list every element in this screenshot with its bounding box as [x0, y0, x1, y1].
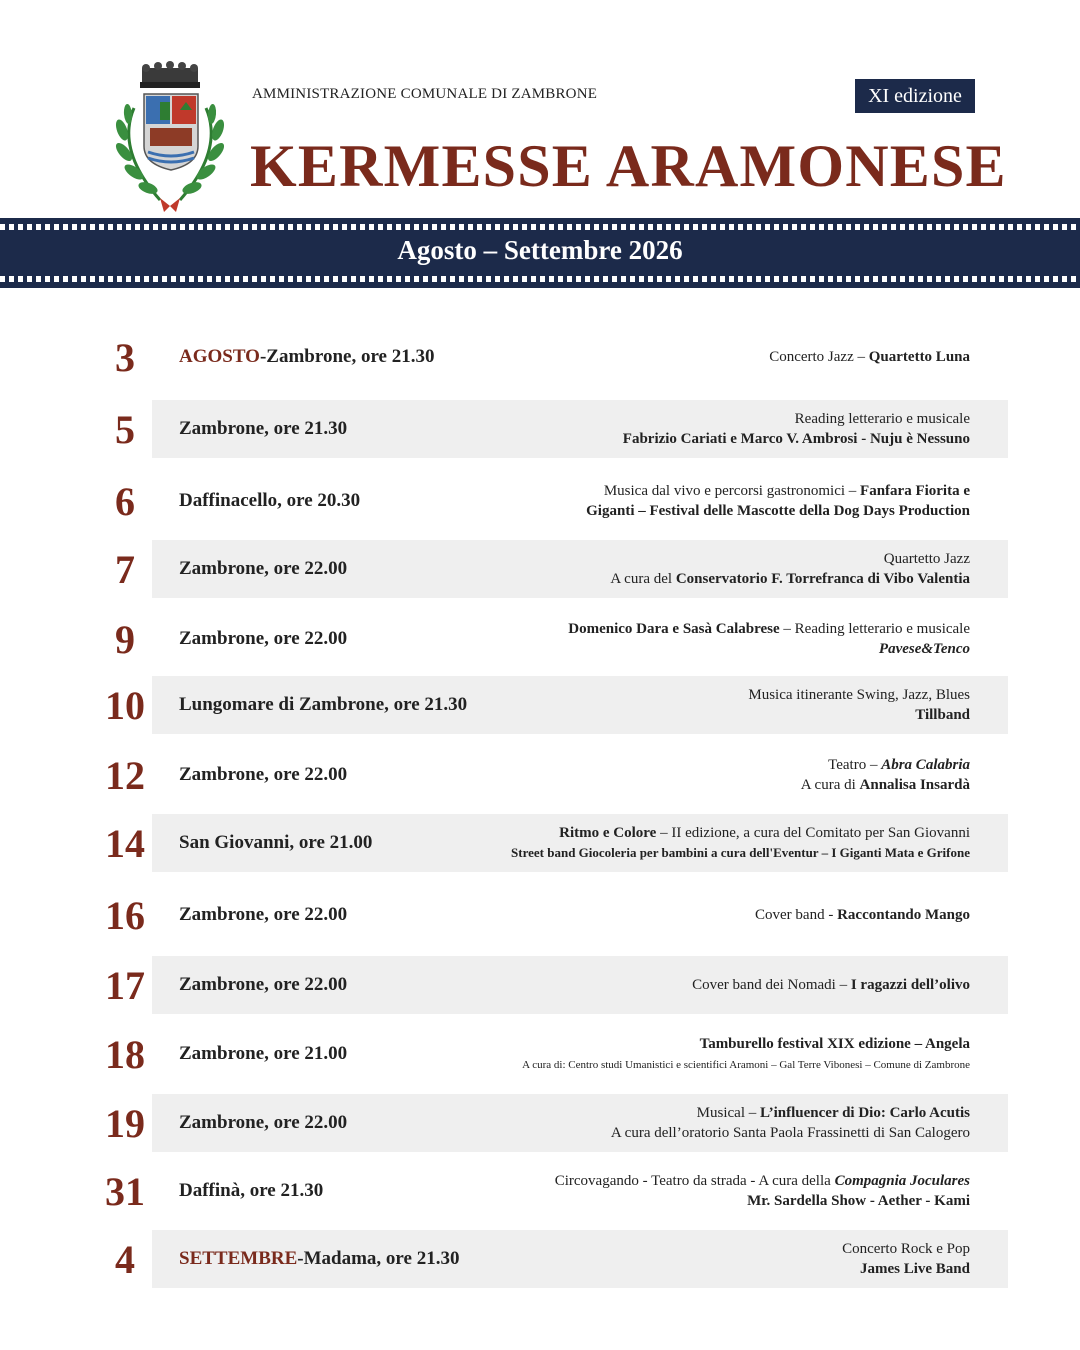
event-row — [0, 814, 1080, 872]
event-description — [511, 814, 970, 872]
description-line-1 — [748, 685, 970, 705]
description-text: A cura dell’oratorio Santa Paola Frassinetti di San Calogero — [610, 1125, 970, 1141]
description-bold: Giganti – Festival delle Mascotte della Dog Days Production — [586, 503, 970, 519]
event-place: Zambrone, ore 21.00 — [179, 1043, 348, 1064]
event-location-time — [179, 328, 434, 386]
description-bold: Tamburello festival XIX edizione – Angela — [699, 1035, 970, 1052]
event-description — [692, 956, 970, 1014]
description-line-1 — [769, 347, 970, 367]
description-line-1 — [795, 409, 970, 429]
event-place: Zambrone, ore 22.00 — [179, 764, 348, 785]
description-text: Concerto Rock e Pop — [842, 1241, 970, 1257]
municipal-crest-logo — [104, 60, 236, 214]
event-place: Zambrone, ore 22.00 — [179, 628, 348, 649]
description-line-2 — [610, 569, 970, 589]
description-text: Musical – — [696, 1105, 760, 1121]
event-day: 16 — [105, 892, 145, 938]
event-description — [610, 540, 970, 598]
event-place: Lungomare di Zambrone, ore 21.30 — [179, 694, 468, 715]
description-bold: Mr. Sardella Show - Aether - Kami — [747, 1193, 970, 1209]
event-day: 10 — [105, 682, 145, 728]
description-line-1 — [604, 481, 970, 501]
event-day: 18 — [105, 1031, 145, 1077]
event-place: Daffinacello, ore 20.30 — [179, 490, 361, 511]
description-line-2 — [623, 429, 970, 449]
event-row — [0, 956, 1080, 1014]
description-line-1 — [568, 619, 970, 639]
event-day: 12 — [105, 752, 145, 798]
event-location-time — [179, 1162, 323, 1220]
description-line-2 — [860, 1259, 970, 1279]
event-location-time — [179, 1094, 347, 1152]
event-day: 17 — [105, 962, 145, 1008]
description-text: Cover band dei Nomadi – — [692, 977, 851, 993]
event-location-time — [179, 676, 467, 734]
event-description — [568, 608, 970, 670]
description-bold: Conservatorio F. Torrefranca di Vibo Valentia — [675, 571, 970, 587]
event-day: 7 — [115, 546, 135, 592]
description-bold: Fabrizio Cariati e Marco V. Ambrosi - Nuju è Nessuno — [622, 431, 970, 447]
description-bold: James Live Band — [859, 1261, 970, 1277]
description-line-2 — [511, 843, 970, 863]
description-italic: Compagnia Joculares — [834, 1173, 970, 1189]
page-title: KERMESSE ARAMONESE — [250, 133, 1007, 199]
event-location-time — [179, 744, 347, 806]
event-location-time — [179, 608, 347, 670]
event-separator: - — [259, 346, 267, 367]
description-line-2 — [611, 1123, 970, 1143]
description-line-1 — [700, 1034, 970, 1054]
event-description — [555, 1162, 970, 1220]
event-day: 6 — [115, 478, 135, 524]
event-description — [611, 1094, 970, 1152]
event-place: Daffinà, ore 21.30 — [179, 1180, 324, 1201]
description-text: Quartetto Jazz — [883, 551, 970, 567]
description-text: Teatro – — [828, 757, 882, 773]
description-text: – Reading letterario e musicale — [779, 621, 970, 637]
event-day: 14 — [105, 820, 145, 866]
event-day: 5 — [115, 406, 135, 452]
edition-badge: XI edizione — [855, 79, 975, 113]
event-description — [842, 1230, 970, 1288]
description-bold: Annalisa Insardà — [859, 777, 970, 793]
event-description — [623, 400, 970, 458]
description-text: A cura del — [610, 571, 676, 587]
event-row — [0, 1230, 1080, 1288]
description-text: A cura di — [800, 777, 860, 793]
event-row — [0, 470, 1080, 532]
event-row — [0, 676, 1080, 734]
event-description — [801, 744, 970, 806]
event-location-time — [179, 886, 347, 944]
description-bold: Raccontando Mango — [837, 907, 970, 923]
description-line-2 — [801, 775, 970, 795]
event-row — [0, 608, 1080, 670]
description-bold: Tillband — [915, 707, 970, 723]
event-row — [0, 1024, 1080, 1084]
description-bold: I ragazzi dell’olivo — [850, 977, 970, 993]
event-location-time — [179, 540, 347, 598]
event-location-time — [179, 1230, 459, 1288]
event-description — [755, 886, 970, 944]
administration-label: AMMINISTRAZIONE COMUNALE DI ZAMBRONE — [252, 86, 598, 102]
event-description — [586, 470, 970, 532]
description-line-1 — [692, 975, 970, 995]
description-text: – II edizione, a cura del Comitato per San Giovanni — [656, 825, 970, 841]
event-row — [0, 1094, 1080, 1152]
description-line-2 — [915, 705, 970, 725]
event-place: Madama, ore 21.30 — [303, 1248, 460, 1269]
event-location-time — [179, 400, 347, 458]
event-place: Zambrone, ore 22.00 — [179, 904, 348, 925]
description-line-2 — [747, 1191, 970, 1211]
description-text: Cover band - — [755, 907, 838, 923]
description-line-1 — [755, 905, 970, 925]
event-location-time — [179, 1024, 347, 1084]
event-row — [0, 886, 1080, 944]
description-text: Concerto Jazz – — [769, 349, 869, 365]
description-text: Reading letterario e musicale — [794, 411, 970, 427]
description-text: Musica dal vivo e percorsi gastronomici – — [603, 483, 861, 499]
period-banner — [0, 218, 1080, 288]
event-month: SETTEMBRE — [179, 1248, 298, 1269]
event-place: Zambrone, ore 22.00 — [179, 974, 348, 995]
event-day: 9 — [115, 616, 135, 662]
description-bold: Domenico Dara e Sasà Calabrese — [568, 621, 780, 637]
event-location-time — [179, 470, 360, 532]
period-label: Agosto – Settembre 2026 — [397, 235, 683, 265]
event-place: Zambrone, ore 21.30 — [266, 346, 435, 367]
event-row — [0, 540, 1080, 598]
description-line-2 — [879, 639, 970, 659]
description-line-1 — [884, 549, 970, 569]
description-italic: Abra Calabria — [881, 757, 970, 773]
description-line-1 — [828, 755, 970, 775]
description-credits: A cura di: Centro studi Umanistici e scientifici Aramoni – Gal Terre Vibonesi – Comune di Zambrone — [522, 1058, 970, 1071]
event-place: Zambrone, ore 22.00 — [179, 558, 348, 579]
description-text: Circovagando - Teatro da strada - A cura della — [554, 1173, 835, 1189]
description-bold: Fanfara Fiorita e — [860, 483, 970, 499]
event-day: 19 — [105, 1100, 145, 1146]
event-place: Zambrone, ore 22.00 — [179, 1112, 348, 1133]
description-text: Musica itinerante Swing, Jazz, Blues — [748, 687, 970, 703]
event-description — [748, 676, 970, 734]
event-separator: - — [297, 1248, 304, 1269]
event-month: AGOSTO — [179, 346, 260, 367]
event-row — [0, 400, 1080, 458]
event-place: Zambrone, ore 21.30 — [179, 418, 348, 439]
event-day: 3 — [115, 334, 135, 380]
description-bold: Street band Giocoleria per bambini a cura dell'Eventur – I Giganti Mata e Grifone — [511, 845, 970, 860]
event-description — [522, 1024, 970, 1084]
description-italic: Pavese&Tenco — [878, 641, 970, 657]
description-line-1 — [842, 1239, 970, 1259]
description-bold: Quartetto Luna — [868, 349, 970, 365]
event-row — [0, 328, 1080, 386]
banner-pattern-top — [0, 224, 1080, 230]
description-line-1 — [697, 1103, 970, 1123]
event-location-time — [179, 814, 372, 872]
event-day: 4 — [115, 1236, 135, 1282]
event-place: San Giovanni, ore 21.00 — [179, 832, 373, 853]
description-line-2 — [522, 1054, 970, 1075]
banner-pattern-bottom — [0, 276, 1080, 282]
event-row — [0, 1162, 1080, 1220]
event-description — [769, 328, 970, 386]
event-row — [0, 744, 1080, 806]
description-line-1 — [559, 823, 970, 843]
event-day: 31 — [105, 1168, 145, 1214]
event-location-time — [179, 956, 347, 1014]
description-bold: L’influencer di Dio: Carlo Acutis — [759, 1105, 970, 1121]
description-line-1 — [555, 1171, 970, 1191]
description-line-2 — [586, 501, 970, 521]
description-bold: Ritmo e Colore — [559, 825, 657, 841]
